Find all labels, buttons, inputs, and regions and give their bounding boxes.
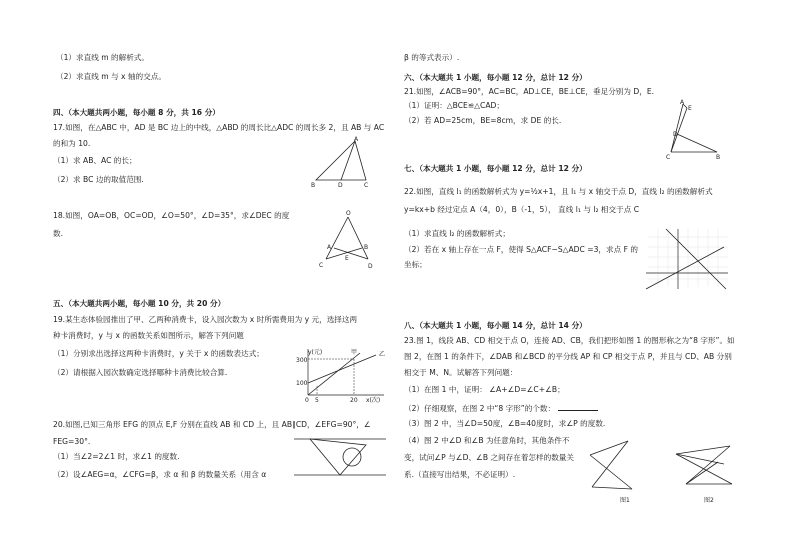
q22-graph — [644, 227, 728, 291]
q22-part-1: （1）求直线 l₂ 的函数解析式； — [404, 229, 510, 238]
q20-figure — [292, 431, 388, 483]
label-c: C — [319, 262, 324, 269]
label-o: O — [346, 210, 351, 217]
q23-part-3: （3）图 2 中，当∠D=50度，∠B=40度时，求∠P 的度数. — [404, 419, 606, 428]
q22-part-2: （2）若在 x 轴上存在一点 F，使得 S△ACF−S△ADC =3，求点 F 的 — [404, 245, 639, 254]
q19-part-1: （1）分别求出选择这两种卡消费时，y 关于 x 的函数表达式； — [53, 349, 264, 358]
section-5-heading: 五、（本大题共两小题，每小题 10 分，共 20 分） — [53, 299, 226, 308]
label-yi: 乙 — [379, 351, 386, 358]
tick-5: 5 — [315, 397, 319, 403]
q17-text-a: 17.如图，在△ABC 中，AD 是 BC 边上的中线，△ABD 的周长比△ADC 的周长多 2，且 AB 与 AC — [53, 123, 385, 132]
q20-text-b: FEG=30°. — [53, 437, 91, 446]
section-4-heading: 四、（本大题共两小题，每小题 8 分，共 16 分） — [53, 108, 220, 117]
q19-text-b: 种卡消费时，y 与 x 的函数关系如图所示，解答下列问题 — [53, 331, 244, 340]
label-c: C — [364, 182, 369, 188]
label-d: D — [673, 131, 678, 138]
q23-text-a: 23.图 1，线段 AB、CD 相交于点 O，连接 AD、CB，我们把形如图 1 的图形称之为“8 字形”。如 — [404, 336, 735, 345]
graph-y-label: y(元) — [308, 349, 323, 356]
q23-figure-2 — [672, 440, 742, 494]
section-6-heading: 六、（本大题共 1 小题，每小题 12 分，总计 12 分） — [404, 73, 587, 82]
q21-text: 21.如图，∠ACB=90°，AC=BC，AD⊥CE，BE⊥CE，垂足分别为 D，E. — [404, 87, 655, 96]
label-d: D — [338, 182, 343, 188]
graph-x-label: x(次) — [366, 397, 381, 403]
label-a: A — [327, 244, 332, 251]
q-part-1: （1）求直线 m 的解析式。 — [56, 53, 149, 62]
q23-part-2-row — [404, 402, 598, 414]
section-8-heading: 八、（本大题共 1 小题，每小题 14 分，总计 14 分） — [404, 321, 587, 330]
q21-figure — [665, 98, 723, 160]
label-b: B — [311, 182, 316, 188]
q19-graph — [296, 345, 388, 403]
q22-part-3: 坐标； — [404, 260, 427, 269]
figure-2-caption: 图2 — [704, 497, 714, 504]
q18-figure — [316, 207, 378, 273]
q18-text-a: 18.如图，OA=OB，OC=OD，∠O=50°，∠D=35°，求∠DEC 的度 — [53, 211, 290, 220]
tick-100: 100 — [296, 380, 308, 387]
q23-part-4a: （4）图 2 中∠D 和∠B 为任意角时，其他条件不 — [404, 436, 570, 445]
q23-figure-1 — [586, 433, 636, 499]
q22-text-b: y=kx+b 经过定点 A（4，0），B（-1，5）， 直线 l₁ 与 l₂ 相交于点 C — [404, 205, 640, 214]
q20-part-1: （1）当∠2=2∠1 时，求∠1 的度数. — [53, 452, 180, 461]
q19-text-a: 19.某生态体验园推出了甲、乙两种消费卡，设入园次数为 x 时所需费用为 y 元，选择这两 — [53, 315, 358, 324]
q18-text-b: 数. — [53, 229, 64, 238]
q20-continued: β 的等式表示）. — [404, 53, 460, 62]
q17-part-1: （1）求 AB、AC 的长； — [53, 156, 137, 165]
label-a: A — [354, 136, 359, 143]
q23-text-c: 相交于 M、N。试解答下列问题： — [404, 368, 518, 377]
answer-blank — [558, 402, 598, 411]
q-part-2: （2）求直线 m 与 x 轴的交点。 — [56, 72, 166, 81]
q17-triangle-figure — [310, 136, 380, 188]
label-b: B — [364, 244, 369, 251]
q21-part-1: （1）证明：△BCE≌△CAD； — [404, 101, 504, 110]
label-d: D — [368, 263, 373, 270]
tick-0: 0 — [305, 397, 309, 403]
q23-part-4c: 系.（直接写出结果，不必证明）. — [404, 470, 516, 479]
label-b: B — [716, 154, 721, 160]
label-e: E — [688, 105, 692, 112]
tick-20: 20 — [350, 397, 358, 403]
q23-part-2: （2）仔细观察，在图 2 中“8 字形”的个数： — [404, 404, 556, 413]
q21-part-2: （2）若 AD=25cm，BE=8cm，求 DE 的长. — [404, 116, 562, 125]
label-c: C — [666, 154, 671, 160]
q23-text-b: 图 2，在图 1 的条件下，∠DAB 和∠BCD 的平分线 AP 和 CP 相交于点 P，并且与 CD、AB 分别 — [404, 352, 732, 361]
section-7-heading: 七、（本大题共 1 小题，每小题 12 分，总计 12 分） — [404, 164, 587, 173]
q23-part-4b: 变，试问∠P 与∠D、∠B 之间存在着怎样的数量关 — [404, 453, 574, 462]
q20-text-a: 20.如图,已知三角形 EFG 的顶点 E,F 分别在直线 AB 和 CD 上，且 AB∥CD，∠EFG=90°，∠ — [53, 420, 371, 429]
label-e: E — [345, 255, 349, 262]
q19-part-2: （2）请根据入园次数确定选择哪种卡消费比较合算. — [53, 368, 228, 377]
q17-part-2: （2）求 BC 边的取值范围. — [53, 175, 144, 184]
tick-300: 300 — [296, 357, 308, 364]
q17-text-b: 的和为 10. — [53, 139, 91, 148]
figure-1-caption: 图1 — [620, 497, 630, 504]
q22-text-a: 22.如图，直线 l₁ 的函数解析式为 y=½x+1，且 l₁ 与 x 轴交于点 D，直线 l₂ 的函数解析式 — [404, 187, 713, 196]
label-a: A — [680, 99, 685, 106]
q23-part-1: （1）在图 1 中，证明： ∠A+∠D=∠C+∠B； — [404, 385, 565, 394]
q20-part-2: （2）设∠AEG=α，∠CFG=β，求 α 和 β 的数量关系（用含 α — [53, 470, 267, 479]
label-jia: 甲 — [351, 349, 358, 356]
